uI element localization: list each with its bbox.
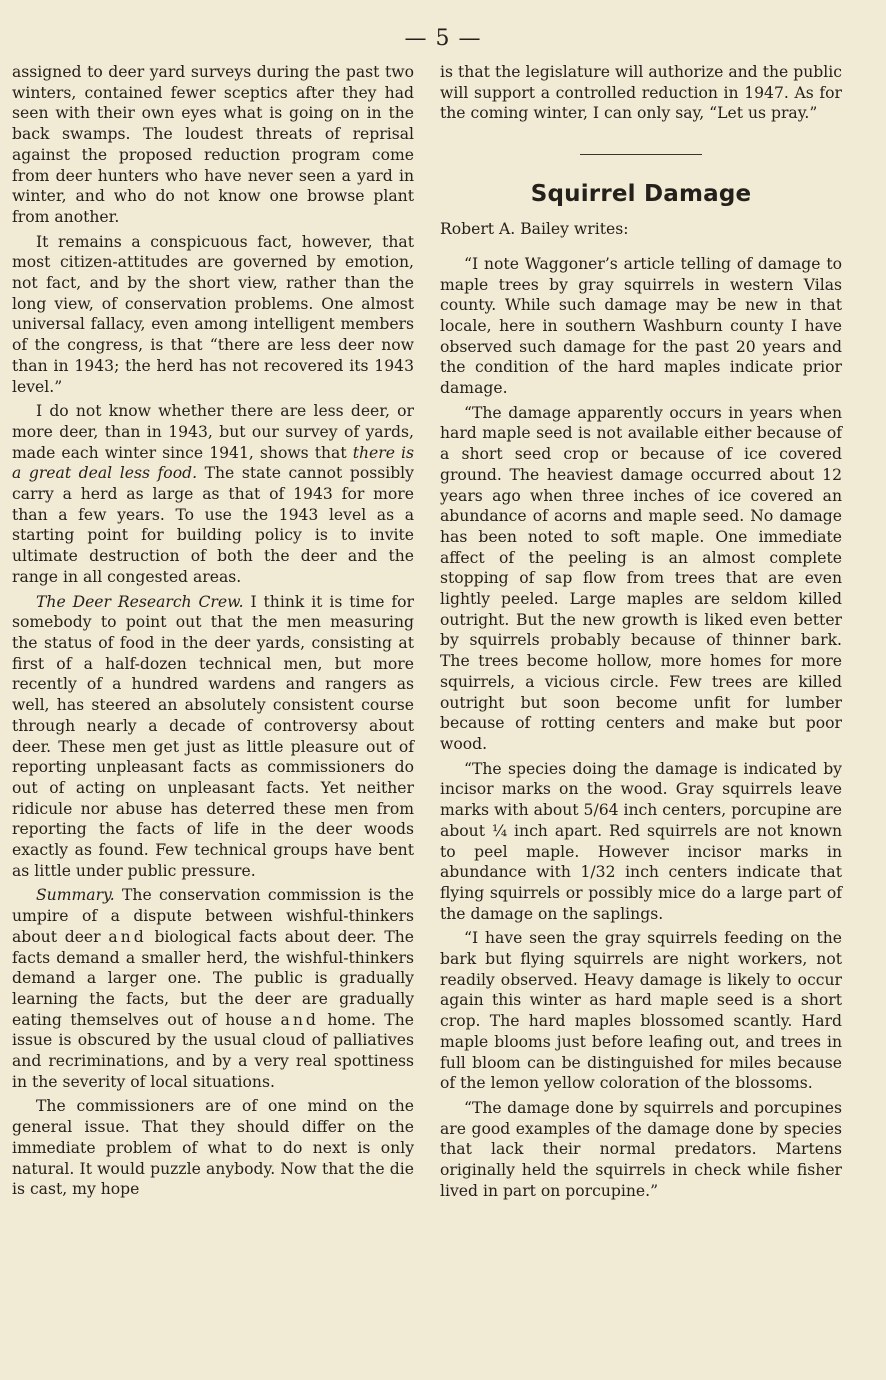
survey-text-end: The state cannot possibly carry a herd as large as that of 1943 for more than a few years. To use the 1943 level as a starting point for building policy is to invite ultimate destruction of both the deer and the range in all congested areas. — [12, 464, 414, 586]
summary-text-a: The conservation commission is the umpire of a dispute between wishful-thinkers about deer — [12, 886, 414, 946]
paragraph-continuation: is that the legislature will authorize and the public will support a controlled reduction in 1947. As for the coming winter, I can only say, “Let us pray.” — [440, 63, 842, 123]
emphasis-less-food: there is a great deal less food. — [12, 443, 414, 483]
page-number: — 5 — — [404, 26, 482, 51]
letter-paragraph-4: “I have seen the gray squirrels feeding on the bark but flying squirrels are night workers, not readily observed. Heavy damage is likely to occur again this winter as hard maple seed is a short crop. The hard maples blossomed scantly. Hard maple blooms just before leafing out, and trees in full bloom can be distinguished for miles because of the lemon yellow coloration of the blossoms. — [440, 929, 842, 1093]
paragraph-deer-survey — [12, 401, 414, 587]
letter-paragraph-3: “The species doing the damage is indicated by incisor marks on the wood. Gray squirrels leave marks with about 5/64 inch centers, porcupine are about ¼ inch apart. Red squirrels are not known to peel maple. However incisor marks in abundance with 1/32 inch centers indicate that flying squirrels or possibly mice do a large part of the damage on the saplings. — [440, 759, 842, 923]
letter-paragraph-5: “The damage done by squirrels and porcupines are good examples of the damage done by species that lack their normal predators. Martens originally held the squirrels in check while fisher lived in part on porcupine.” — [440, 1098, 842, 1200]
letter-paragraph-2: “The damage apparently occurs in years when hard maple seed is not available either because of a short seed crop or because of ice covered ground. The heaviest damage occurred about 12 years ago when three inches of ice covered an abundance of acorns and maple seed. No damage has been noted to soft maple. One immediate affect of the peeling is an almost complete stopping of sap flow from trees that are even lightly peeled. Large maples are seldom killed outright. But the new growth is liked even better by squirrels probably because of thinner bark. The trees become hollow, more homes for more squirrels, a vicious circle. Few trees are killed outright but soon become unfit for lumber because of rotting centers and make but poor wood. — [440, 403, 842, 753]
paragraph-summary — [12, 885, 414, 1092]
paragraph-continued: assigned to deer yard surveys during the past two winters, contained fewer sceptics after they had seen with their own eyes what is going on in the back swamps. The loudest threats of reprisal against the proposed reduction program come from deer hunters who have never seen a yard in winter, and who do not know one browse plant from another. — [12, 63, 414, 226]
section-divider — [580, 154, 702, 155]
article-title: Squirrel Damage — [530, 181, 752, 208]
byline: Robert A. Bailey writes: — [440, 220, 629, 239]
research-crew-text: I think it is time for somebody to point out that the men measuring the status of food in the deer yards, consisting at first of a half-dozen technical men, but more recently of a hundred wardens and rangers as well, has steered an absolutely consistent course through nearly a decade of controversy about deer. These men get just as little pleasure out of reporting unpleasant facts as commissioners do out of acting on unpleasant facts. Yet neither ridicule nor abuse has deterred these men from reporting the facts of life in the deer woods exactly as found. Few technical groups have bent as little under public pressure. — [12, 592, 414, 880]
run-in-heading-summary: Summary. — [36, 886, 115, 905]
summary-text-b: biological facts about deer. The facts demand a smaller herd, the wishful-thinkers demand a larger one. The public is gradually learning the facts, but the deer are gradually eating themselves out of house — [12, 927, 414, 1029]
right-column — [440, 62, 842, 1205]
paragraph-deer-research-crew — [12, 592, 414, 882]
paragraph-commissioners: The commissioners are of one mind on the general issue. That they should differ on the immediate problem of what to do next is only natural. It would puzzle anybody. Now that the die is cast, my hope — [12, 1097, 414, 1199]
survey-text-start: I do not know whether there are less deer, or more deer, than in 1943, but our survey of yards, made each winter since 1941, shows that — [12, 402, 414, 462]
summary-text-c: home. The issue is obscured by the usual cloud of palliatives and recriminations, and by a very real spottiness in the severity of local situations. — [12, 1010, 414, 1091]
left-column — [12, 62, 414, 1204]
summary-and-2: and — [280, 1010, 319, 1029]
run-in-heading-research-crew: The Deer Research Crew. — [36, 592, 244, 611]
letter-paragraph-1: “I note Waggoner’s article telling of damage to maple trees by gray squirrels in western Vilas county. While such damage may be new in that locale, here in southern Washburn county I have observed such damage for the past 20 years and the condition of the hard maples indicate prior damage. — [440, 254, 842, 398]
summary-and-1: and — [108, 927, 147, 946]
paragraph-citizen-attitudes: It remains a conspicuous fact, however, that most citizen-attitudes are governed by emotion, not fact, and by the short view, rather than the long view, of conservation problems. One almost universal fallacy, even among intelligent members of the congress, is that “there are less deer now than in 1943; the herd has not recovered its 1943 level.” — [12, 232, 414, 396]
